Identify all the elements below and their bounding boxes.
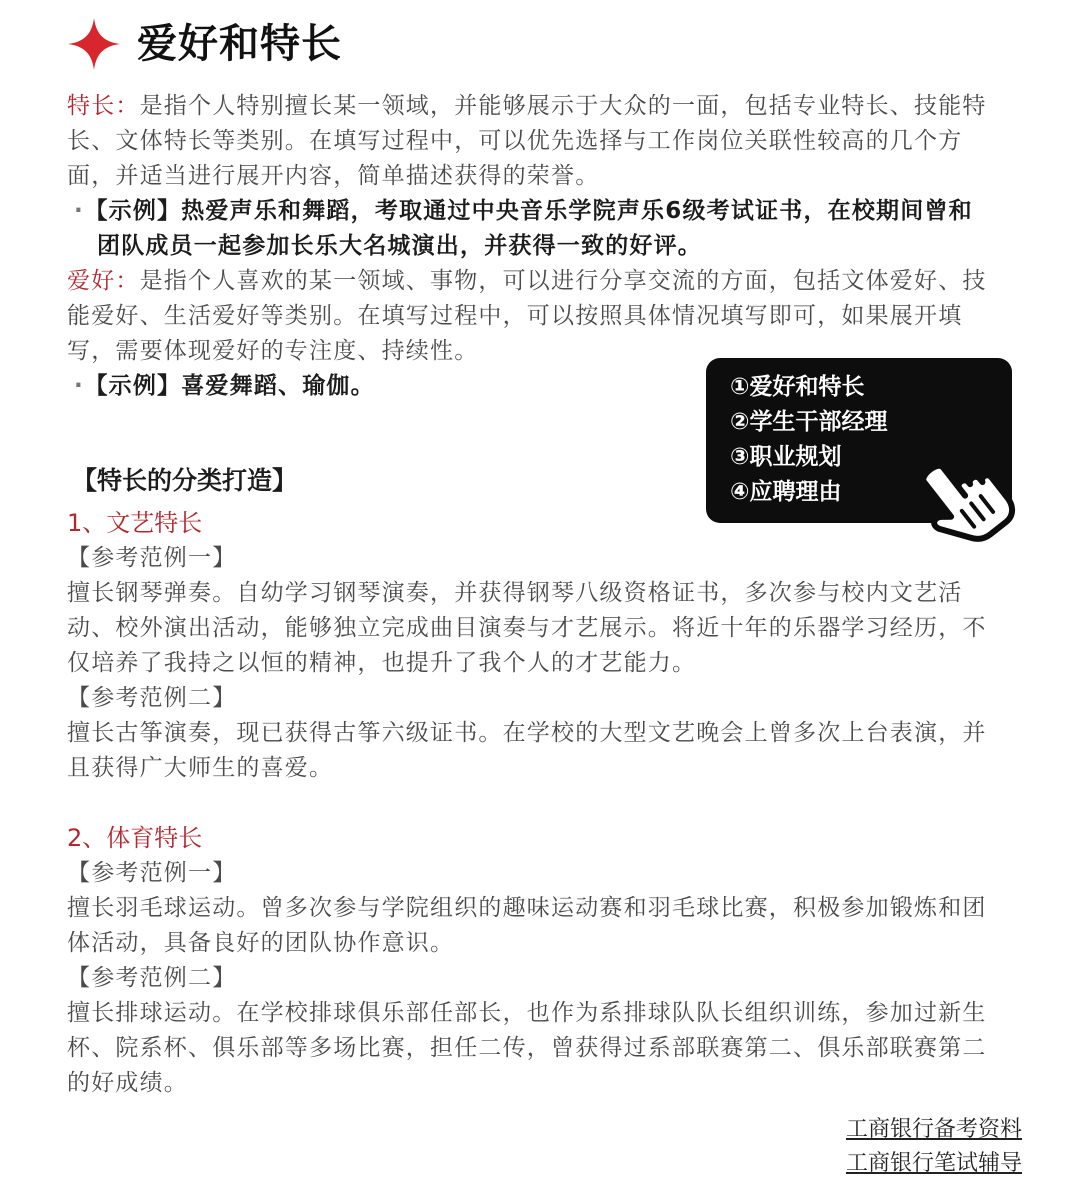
menu-item-hobby-specialty[interactable]: ①爱好和特长 xyxy=(730,374,865,400)
specialty-desc-line: 长、文体特长等类别。在填写过程中，可以优先选择与工作岗位关联性较高的几个方 xyxy=(67,128,963,154)
example-label: 【参考范例一】 xyxy=(67,860,237,886)
hobby-example-line: · 【示例】喜爱舞蹈、瑜伽。 xyxy=(74,373,375,399)
page-title: 爱好和特长 xyxy=(137,21,342,67)
hobby-label: 爱好： xyxy=(67,268,140,294)
example-line: 擅长古筝演奏，现已获得古筝六级证书。在学校的大型文艺晚会上曾多次上台表演，并 xyxy=(67,720,987,746)
example-line: 杯、院系杯、俱乐部等多场比赛，担任二传，曾获得过系部联赛第二、俱乐部联赛第二 xyxy=(67,1035,987,1061)
category-title-arts: 1、文艺特长 xyxy=(67,509,203,537)
menu-item-application-reason[interactable]: ④应聘理由 xyxy=(730,479,842,505)
specialty-example-line: 团队成员一起参加长乐大名城演出，并获得一致的好评。 xyxy=(97,233,702,259)
category-title-sports: 2、体育特长 xyxy=(67,824,203,852)
hobby-desc-line: 能爱好、生活爱好等类别。在填写过程中，可以按照具体情况填写即可，如果展开填 xyxy=(67,303,963,329)
hobby-desc-line: 写，需要体现爱好的专注度、持续性。 xyxy=(67,338,479,364)
example-line: 且获得广大师生的喜爱。 xyxy=(67,755,334,781)
example-line: 动、校外演出活动，能够独立完成曲目演奏与才艺展示。将近十年的乐器学习经历，不 xyxy=(67,615,987,641)
classification-title: 【特长的分类打造】 xyxy=(72,466,298,495)
specialty-label: 特长： xyxy=(67,93,140,119)
example-line: 的好成绩。 xyxy=(67,1070,188,1096)
example-line: 仅培养了我持之以恒的精神，也提升了我个人的才艺能力。 xyxy=(67,650,697,676)
specialty-example-line: · 【示例】热爱声乐和舞蹈，考取通过中央音乐学院声乐6级考试证书，在校期间曾和 xyxy=(74,198,973,224)
pointing-hand-cursor-icon xyxy=(906,446,1026,554)
menu-item-student-cadre[interactable]: ②学生干部经理 xyxy=(730,409,888,435)
specialty-desc-line: 特长：是指个人特别擅长某一领域，并能够展示于大众的一面，包括专业特长、技能特 xyxy=(67,93,987,119)
footer-link-exam-tutoring[interactable]: 工商银行笔试辅导 xyxy=(845,1151,1022,1176)
menu-item-career-plan[interactable]: ③职业规划 xyxy=(730,444,842,470)
example-label: 【参考范例一】 xyxy=(67,545,237,571)
footer-link-study-materials[interactable]: 工商银行备考资料 xyxy=(845,1117,1022,1142)
example-label: 【参考范例二】 xyxy=(67,685,237,711)
example-line: 体活动，具备良好的团队协作意识。 xyxy=(67,930,455,956)
hobby-desc-line: 爱好：是指个人喜欢的某一领域、事物，可以进行分享交流的方面，包括文体爱好、技 xyxy=(67,268,987,294)
example-line: 擅长钢琴弹奏。自幼学习钢琴演奏，并获得钢琴八级资格证书，多次参与校内文艺活 xyxy=(67,580,963,606)
example-line: 擅长羽毛球运动。曾多次参与学院组织的趣味运动赛和羽毛球比赛，积极参加锻炼和团 xyxy=(67,895,987,921)
example-label: 【参考范例二】 xyxy=(67,965,237,991)
example-line: 擅长排球运动。在学校排球俱乐部任部长，也作为系排球队队长组织训练，参加过新生 xyxy=(67,1000,987,1026)
red-star-icon xyxy=(66,16,122,72)
specialty-desc-line: 面，并适当进行展开内容，简单描述获得的荣誉。 xyxy=(67,163,600,189)
